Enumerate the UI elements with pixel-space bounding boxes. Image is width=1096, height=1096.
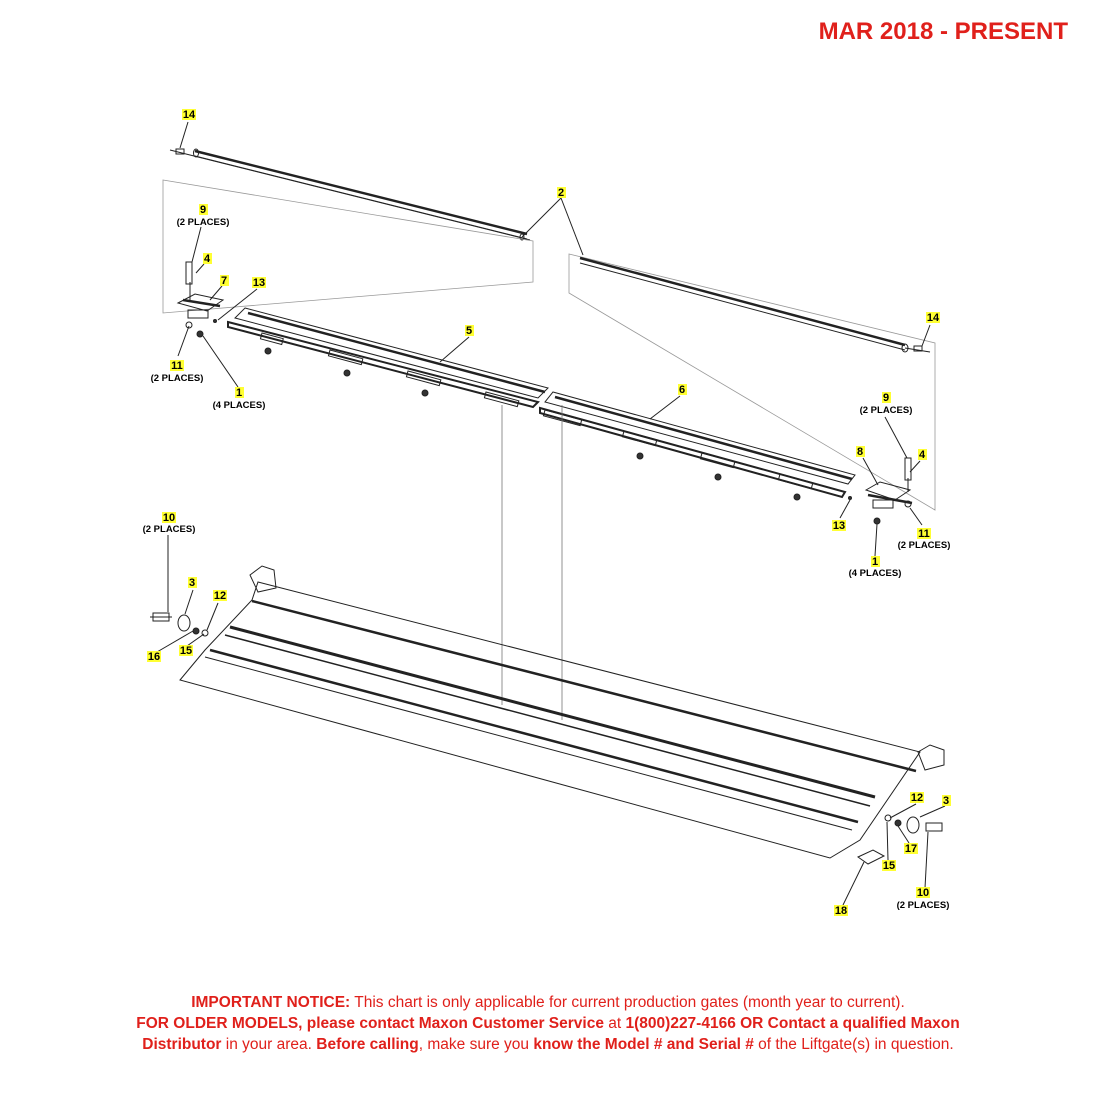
callout-3-left [188,577,197,589]
svg-text:16: 16 [147,651,161,663]
svg-text:(4 PLACES): (4 PLACES) [212,400,266,411]
svg-text:2: 2 [557,187,565,199]
callout-2 [557,187,566,199]
callout-7 [220,275,229,287]
svg-text:11: 11 [171,360,183,372]
leader-lines [157,122,945,905]
svg-text:4: 4 [203,253,211,265]
callout-4-left [203,253,212,265]
callout-11-left [151,360,204,384]
svg-text:15: 15 [882,860,896,872]
hinge-plate-5 [228,308,548,407]
svg-text:(2 PLACES): (2 PLACES) [176,217,230,228]
hinge-shaft-right [580,258,930,352]
svg-text:18: 18 [834,905,848,917]
platform-hardware-right [858,815,942,864]
callout-10-right [897,887,950,911]
notice-line-1: IMPORTANT NOTICE: This chart is only applicable for current production gates (month year to current). [191,994,905,1011]
svg-text:12: 12 [213,590,227,602]
callout-13-right [832,520,846,532]
callout-18 [834,905,848,917]
callout-8 [856,446,865,458]
notice-line-3: Distributor in your area. Before calling, make sure you know the Model # and Serial # of the Liftgate(s) in question. [142,1036,954,1053]
svg-text:12: 12 [910,792,924,804]
callout-12-left [213,590,227,602]
callout-13-left [252,277,266,289]
svg-text:7: 7 [220,275,228,287]
svg-text:4: 4 [918,449,926,461]
platform-hardware-left [150,613,208,636]
callout-15-right [882,860,896,872]
callout-3-right [942,795,951,807]
svg-text:(2 PLACES): (2 PLACES) [142,524,196,535]
svg-text:17: 17 [904,843,918,855]
callout-11-right [898,528,951,551]
callout-15-left [179,645,193,657]
hinge-plate-6 [540,392,855,500]
callout-17 [904,843,918,855]
important-notice [0,992,1096,1055]
callout-9-left [177,204,230,228]
svg-text:15: 15 [179,645,193,657]
callout-5 [465,325,474,337]
callout-4-right [918,449,927,461]
svg-text:9: 9 [882,392,890,404]
svg-text:11: 11 [918,528,930,540]
callout-6 [678,384,687,396]
svg-text:5: 5 [465,325,473,337]
svg-text:14: 14 [182,109,196,121]
svg-text:(4 PLACES): (4 PLACES) [848,568,902,579]
svg-text:3: 3 [942,795,950,807]
svg-text:13: 13 [832,520,846,532]
svg-text:(2 PLACES): (2 PLACES) [150,373,204,384]
notice-line-2: FOR OLDER MODELS, please contact Maxon Customer Service at 1(800)227-4166 OR Contact a qualified Maxon [136,1015,960,1032]
svg-text:6: 6 [678,384,686,396]
svg-text:1: 1 [871,556,879,568]
svg-text:3: 3 [188,577,196,589]
svg-text:(2 PLACES): (2 PLACES) [859,405,913,416]
svg-text:10: 10 [162,512,176,524]
page-title: MAR 2018 - PRESENT [818,18,1068,45]
svg-text:8: 8 [856,446,864,458]
bracket-7 [178,262,223,337]
callout-16 [147,651,161,663]
callout-1-left [213,387,266,411]
callout-14-top-left [182,109,196,121]
callout-10-left [143,512,196,535]
callout-12-right [910,792,924,804]
svg-text:13: 13 [252,277,266,289]
callout-1-right [849,556,902,579]
callout-9-right [860,392,913,416]
svg-text:(2 PLACES): (2 PLACES) [896,900,950,911]
svg-text:1: 1 [235,387,243,399]
svg-text:(2 PLACES): (2 PLACES) [897,540,951,551]
svg-text:14: 14 [926,312,940,324]
svg-text:9: 9 [199,204,207,216]
svg-text:10: 10 [916,887,930,899]
callout-14-right [926,312,940,324]
phantom-outline-left [163,180,533,313]
